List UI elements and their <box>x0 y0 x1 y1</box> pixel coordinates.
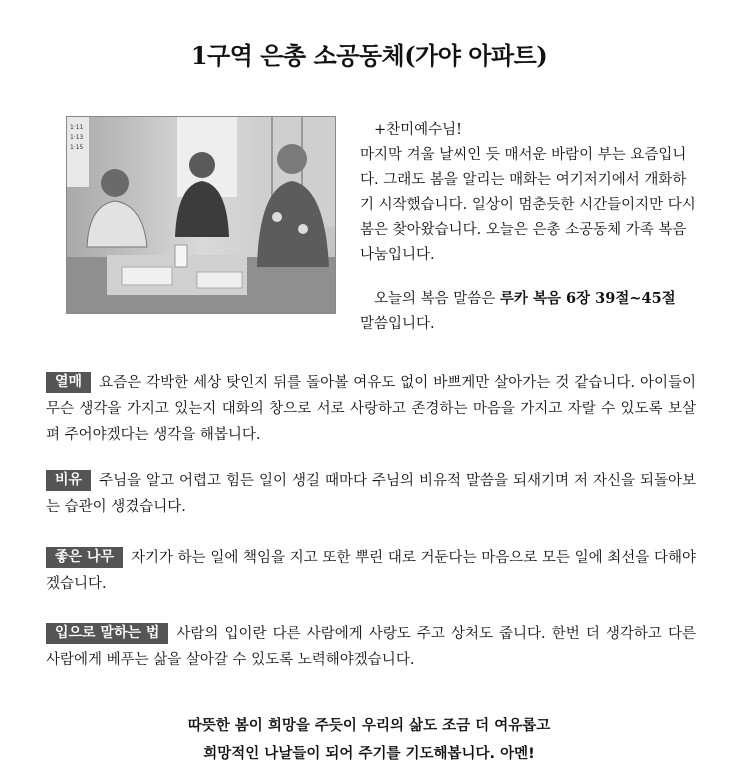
gospel-reference: 루카 복음 6장 39절~45절 <box>499 290 676 307</box>
section-text: 주님을 알고 어렵고 힘든 일이 생길 때마다 주님의 비유적 말씀을 되새기며 저 자신을 되돌아보는 습관이 생겼습니다. <box>46 473 696 515</box>
section-text: 요즘은 각박한 세상 탓인지 뒤를 돌아볼 여유도 없이 바쁘게만 살아가는 것 같습니다. 아이들이 무슨 생각을 가지고 있는지 대화의 창으로 서로 사랑하고 존경하는 마음을 가지고 자랄 수 있도록 보살펴 주어야겠다는 생각을 해봅니다. <box>46 375 696 443</box>
section-tag: 좋은 나무 <box>46 547 123 568</box>
section-tag: 열매 <box>46 372 91 393</box>
closing-line: 따뜻한 봄이 희망을 주듯이 우리의 삶도 조금 더 여유롭고 <box>187 718 551 734</box>
section-tag: 비유 <box>46 470 91 491</box>
section-speech <box>46 621 696 673</box>
section-parable <box>46 468 696 520</box>
calendar-text: 1·11 <box>70 124 84 131</box>
section-tag: 입으로 말하는 법 <box>46 623 168 644</box>
section-fruit <box>46 370 696 448</box>
closing-prayer <box>0 712 738 768</box>
greeting: +찬미예수님! <box>374 122 463 138</box>
closing-line: 희망적인 나날들이 되어 주기를 기도해봅니다. 아멘! <box>203 746 535 762</box>
section-text: 사람의 입이란 다른 사람에게 사랑도 주고 상처도 줍니다. 한번 더 생각하고 다른 사람에게 베푸는 삶을 살아갈 수 있도록 노력해야겠습니다. <box>46 626 696 668</box>
gospel-suffix: 말씀입니다. <box>360 316 435 332</box>
calendar-text: 1·13 <box>70 134 84 141</box>
gospel-prefix: 오늘의 복음 말씀은 <box>374 291 500 307</box>
group-photo <box>66 116 336 314</box>
section-text: 자기가 하는 일에 책임을 지고 또한 뿌린 대로 거둔다는 마음으로 모든 일에 최선을 다해야겠습니다. <box>46 550 696 592</box>
intro-paragraph: 마지막 겨울 날씨인 듯 매서운 바람이 부는 요즘입니다. 그래도 봄을 알리는 매화는 여기저기에서 개화하기 시작했습니다. 일상이 멈춘듯한 시간들이지만 다시 봄은 찾아왔습니다. 오늘은 은총 소공동체 가족 복음 나눔입니다. <box>360 147 696 263</box>
calendar-text: 1·15 <box>70 144 84 151</box>
intro-block <box>360 118 700 337</box>
gospel-line <box>360 286 700 312</box>
section-good-tree <box>46 545 696 597</box>
page-title: 1구역 은총 소공동체(가야 아파트) <box>190 41 548 70</box>
group-photo-image <box>67 117 335 313</box>
